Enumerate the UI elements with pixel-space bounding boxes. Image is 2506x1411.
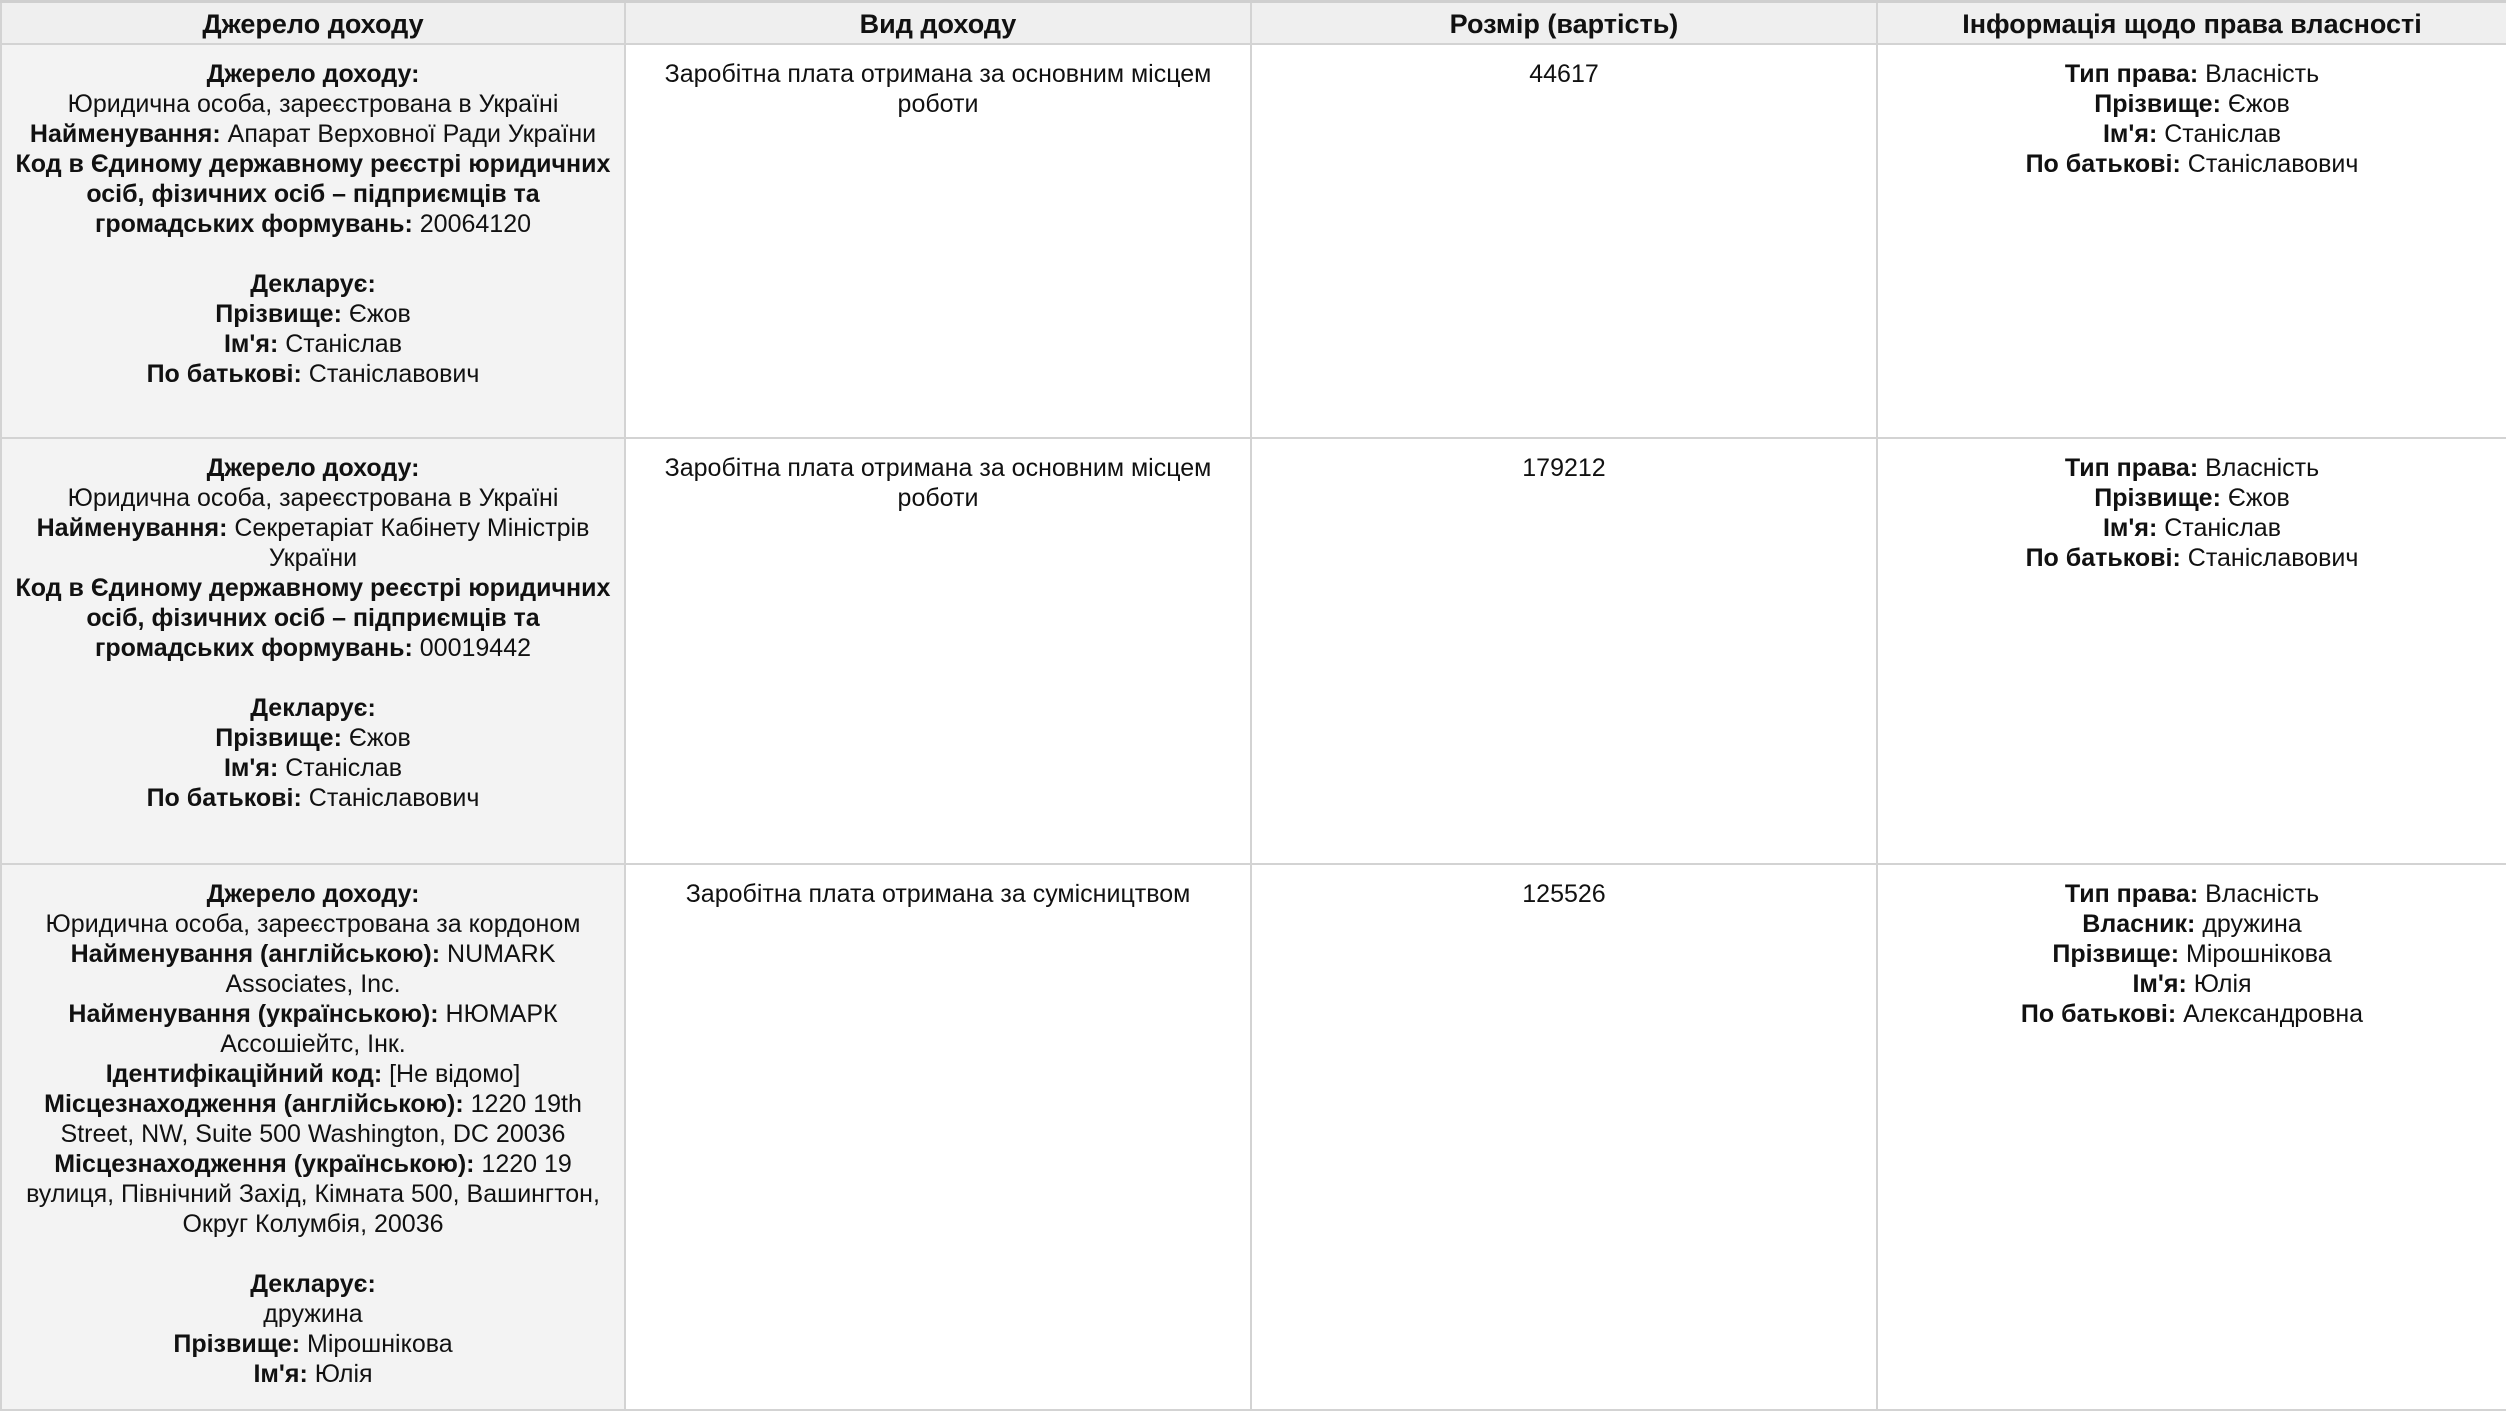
entity-type: Юридична особа, зареєстрована в Україні	[67, 484, 559, 512]
firstname-label: Ім'я:	[2102, 120, 2158, 148]
patronymic-value: Станіславович	[2187, 544, 2359, 572]
income-type-cell: Заробітна плата отримана за сумісництвом	[625, 864, 1251, 1410]
registry-code-label: Код в Єдиному державному реєстрі юридичних осіб, фізичних осіб – підприємців та громадських формувань:	[15, 150, 611, 238]
firstname-value: Юлія	[314, 1360, 373, 1388]
table-row	[1, 438, 2506, 864]
patronymic-value: Александровна	[2183, 1000, 2364, 1028]
name-uk-value: НЮМАРК Ассошіейтс, Інк.	[220, 1000, 558, 1058]
surname-label: Прізвище:	[2094, 90, 2221, 118]
source-label: Джерело доходу:	[206, 454, 420, 482]
declarant-label: Декларує:	[250, 1270, 376, 1298]
owner-value: дружина	[2202, 910, 2302, 938]
income-amount-cell: 179212	[1251, 438, 1877, 864]
surname-label: Прізвище:	[2094, 484, 2221, 512]
header-ownership-info: Інформація щодо права власності	[1877, 2, 2506, 45]
income-type-cell: Заробітна плата отримана за основним місцем роботи	[625, 438, 1251, 864]
name-en-label: Найменування (англійською):	[70, 940, 441, 968]
right-type-value: Власність	[2205, 60, 2320, 88]
entity-type: Юридична особа, зареєстрована за кордоном	[45, 910, 581, 938]
firstname-value: Станіслав	[285, 754, 402, 782]
patronymic-label: По батькові:	[2025, 544, 2181, 572]
surname-value: Єжов	[2227, 90, 2290, 118]
name-value: Секретаріат Кабінету Міністрів України	[234, 514, 590, 572]
location-en-label: Місцезнаходження (англійською):	[44, 1090, 464, 1118]
income-source-cell	[1, 438, 625, 864]
income-amount-cell: 44617	[1251, 44, 1877, 438]
patronymic-value: Станіславович	[2187, 150, 2359, 178]
firstname-label: Ім'я:	[223, 754, 279, 782]
table-row	[1, 44, 2506, 438]
source-label: Джерело доходу:	[206, 60, 420, 88]
table-header-row	[1, 2, 2506, 45]
right-type-label: Тип права:	[2064, 60, 2199, 88]
right-type-label: Тип права:	[2064, 454, 2199, 482]
patronymic-value: Станіславович	[308, 784, 480, 812]
name-label: Найменування:	[36, 514, 228, 542]
firstname-label: Ім'я:	[2132, 970, 2187, 998]
surname-value: Мірошнікова	[2186, 940, 2332, 968]
right-type-value: Власність	[2205, 454, 2320, 482]
declarant-label: Декларує:	[250, 270, 376, 298]
name-value: Апарат Верховної Ради України	[227, 120, 597, 148]
firstname-label: Ім'я:	[253, 1360, 308, 1388]
surname-value: Єжов	[348, 724, 411, 752]
name-uk-label: Найменування (українською):	[68, 1000, 439, 1028]
surname-label: Прізвище:	[2052, 940, 2180, 968]
income-amount-cell: 125526	[1251, 864, 1877, 1410]
right-type-value: Власність	[2205, 880, 2320, 908]
patronymic-label: По батькові:	[146, 360, 302, 388]
firstname-value: Станіслав	[2164, 120, 2281, 148]
surname-label: Прізвище:	[215, 300, 342, 328]
surname-value: Мірошнікова	[307, 1330, 453, 1358]
firstname-label: Ім'я:	[223, 330, 279, 358]
header-income-amount: Розмір (вартість)	[1251, 2, 1877, 45]
income-source-cell	[1, 44, 625, 438]
location-en-value: 1220 19th Street, NW, Suite 500 Washington, DC 20036	[60, 1090, 582, 1148]
declarant-label: Декларує:	[250, 694, 376, 722]
name-label: Найменування:	[29, 120, 221, 148]
declarant-value: дружина	[263, 1300, 363, 1328]
location-uk-label: Місцезнаходження (українською):	[54, 1150, 475, 1178]
income-type-cell: Заробітна плата отримана за основним місцем роботи	[625, 44, 1251, 438]
firstname-value: Юлія	[2193, 970, 2252, 998]
ownership-cell	[1877, 864, 2506, 1410]
surname-value: Єжов	[348, 300, 411, 328]
firstname-value: Станіслав	[285, 330, 402, 358]
ownership-cell	[1877, 438, 2506, 864]
registry-code-value: 00019442	[419, 634, 531, 662]
income-source-cell	[1, 864, 625, 1410]
owner-label: Власник:	[2082, 910, 2196, 938]
patronymic-label: По батькові:	[2025, 150, 2181, 178]
entity-type: Юридична особа, зареєстрована в Україні	[67, 90, 559, 118]
registry-code-label: Код в Єдиному державному реєстрі юридичних осіб, фізичних осіб – підприємців та громадських формувань:	[15, 574, 611, 662]
patronymic-value: Станіславович	[308, 360, 480, 388]
id-code-label: Ідентифікаційний код:	[105, 1060, 383, 1088]
surname-label: Прізвище:	[173, 1330, 301, 1358]
table-row	[1, 864, 2506, 1410]
patronymic-label: По батькові:	[2020, 1000, 2177, 1028]
patronymic-label: По батькові:	[146, 784, 302, 812]
id-code-value: [Не відомо]	[389, 1060, 521, 1088]
header-income-source: Джерело доходу	[1, 2, 625, 45]
name-en-value: NUMARK Associates, Inc.	[225, 940, 556, 998]
source-label: Джерело доходу:	[206, 880, 420, 908]
right-type-label: Тип права:	[2064, 880, 2199, 908]
firstname-value: Станіслав	[2164, 514, 2281, 542]
ownership-cell	[1877, 44, 2506, 438]
firstname-label: Ім'я:	[2102, 514, 2158, 542]
location-uk-value: 1220 19 вулиця, Північний Захід, Кімната 500, Вашингтон, Округ Колумбія, 20036	[26, 1150, 600, 1238]
header-income-type: Вид доходу	[625, 2, 1251, 45]
registry-code-value: 20064120	[419, 210, 531, 238]
surname-value: Єжов	[2227, 484, 2290, 512]
surname-label: Прізвище:	[215, 724, 342, 752]
